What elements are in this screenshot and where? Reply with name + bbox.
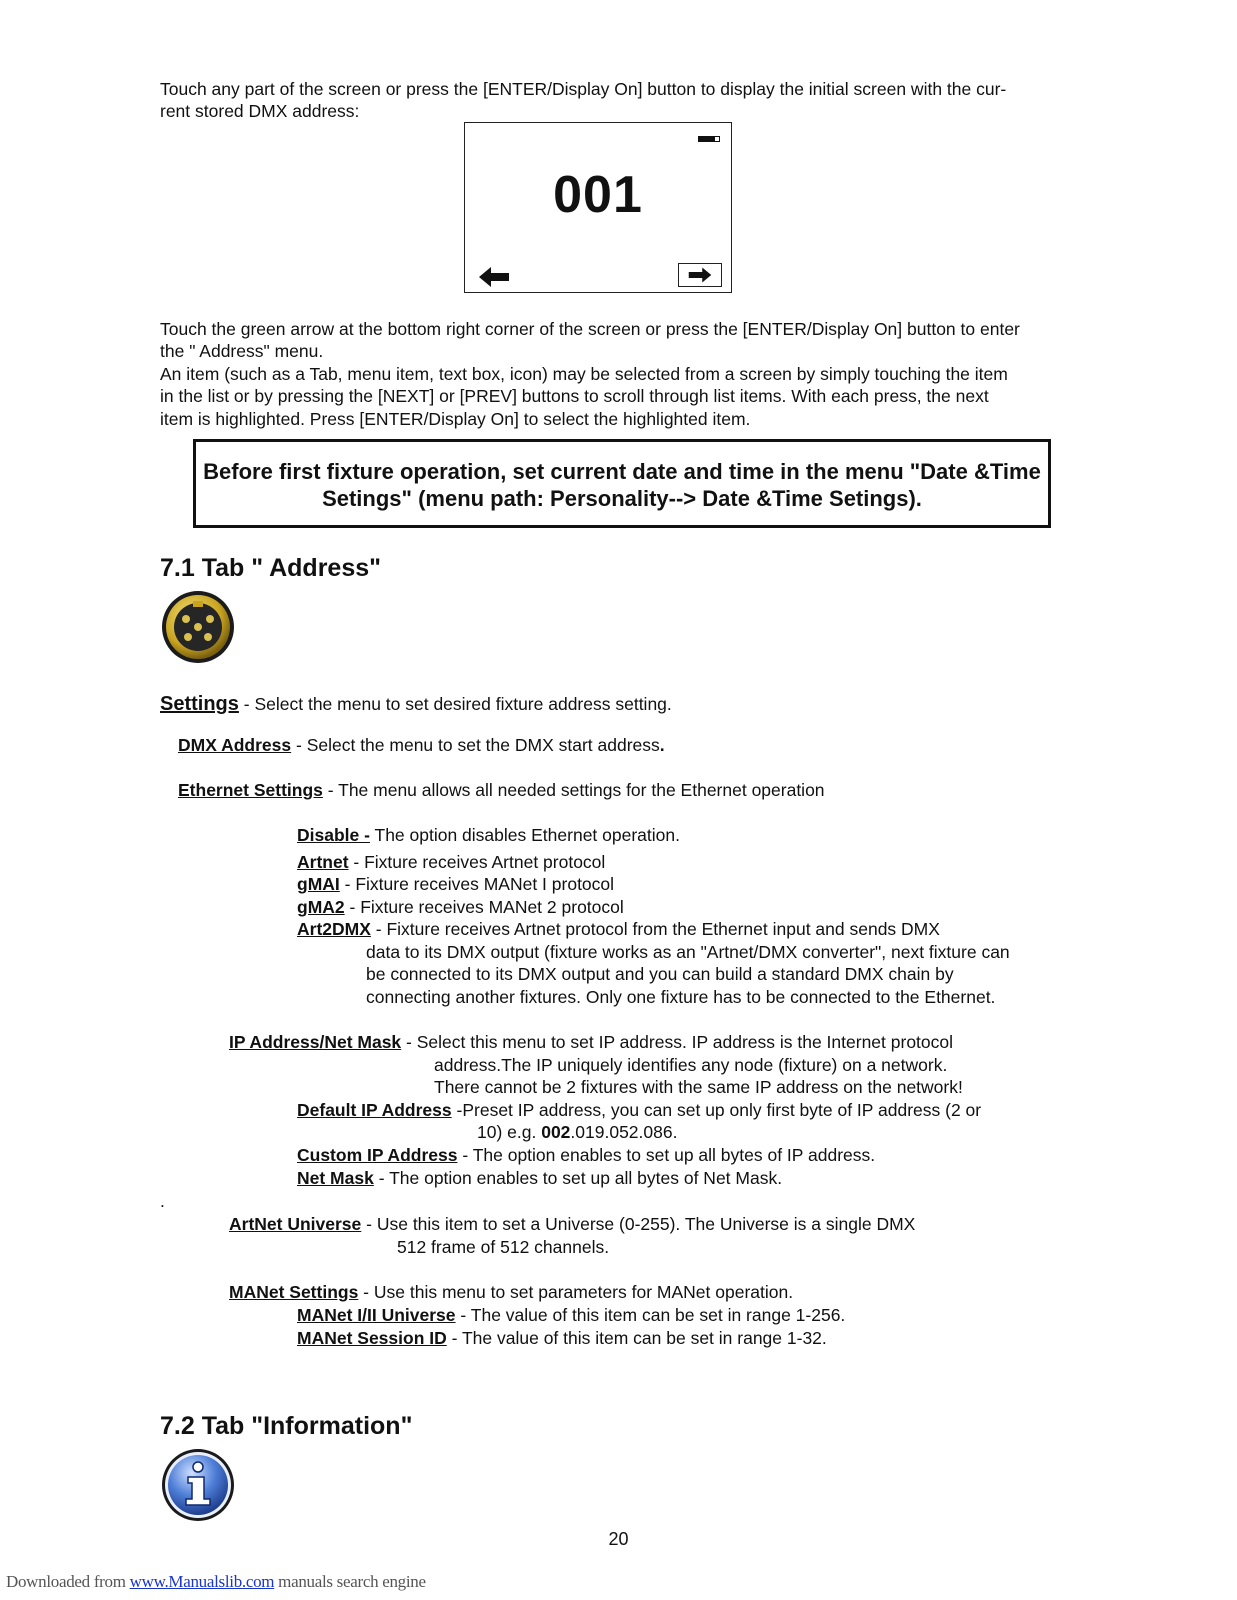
ip-line-2: address.The IP uniquely identifies any node (fixture) on a network. bbox=[434, 1055, 948, 1075]
artnet-universe-row bbox=[229, 1213, 915, 1236]
notice-line-1: Before first fixture operation, set current date and time in the menu "Date &Time bbox=[203, 459, 1041, 484]
stray-dot: . bbox=[160, 1191, 165, 1211]
arrow-left-icon bbox=[477, 265, 511, 294]
intro-line-2: rent stored DMX address: bbox=[160, 101, 360, 121]
gma1-term: gMAI bbox=[297, 874, 340, 894]
dmx-address-term: DMX Address bbox=[178, 735, 292, 755]
section-heading-address: 7.1 Tab " Address" bbox=[160, 554, 381, 582]
para2-line-3: An item (such as a Tab, menu item, text box, icon) may be selected from a screen by simply touching the item bbox=[160, 364, 1008, 384]
dmx-connector-icon bbox=[160, 589, 236, 670]
footer-prefix: Downloaded from bbox=[6, 1572, 130, 1591]
para2-line-5: item is highlighted. Press [ENTER/Display On] to select the highlighted item. bbox=[160, 409, 751, 429]
gma2-term: gMA2 bbox=[297, 897, 345, 917]
default-ip-example-suffix: .019.052.086. bbox=[570, 1122, 678, 1142]
net-mask-row bbox=[297, 1167, 782, 1190]
art2dmx-line-3: be connected to its DMX output and you can build a standard DMX chain by bbox=[366, 964, 954, 984]
custom-ip-term: Custom IP Address bbox=[297, 1145, 458, 1165]
manet-session-term: MANet Session ID bbox=[297, 1328, 447, 1348]
arrow-right-icon bbox=[689, 268, 712, 283]
gma1-desc: - Fixture receives MANet I protocol bbox=[339, 874, 615, 894]
footer-suffix: manuals search engine bbox=[274, 1572, 426, 1591]
download-footer bbox=[6, 1572, 426, 1592]
disable-desc: The option disables Ethernet operation. bbox=[369, 825, 680, 845]
next-arrow-button bbox=[678, 263, 722, 287]
disable-term: Disable - bbox=[297, 825, 370, 845]
custom-ip-desc: - The option enables to set up all bytes of IP address. bbox=[457, 1145, 876, 1165]
section-heading-information: 7.2 Tab "Information" bbox=[160, 1412, 413, 1440]
notice-line-2: Setings" (menu path: Personality--> Date &Time Setings). bbox=[322, 486, 922, 511]
art2dmx-term: Art2DMX bbox=[297, 919, 371, 939]
art2dmx-line-2: data to its DMX output (fixture works as an "Artnet/DMX converter", next fixture can bbox=[366, 942, 1010, 962]
manet-session-desc: - The value of this item can be set in range 1-32. bbox=[446, 1328, 827, 1348]
default-ip-example-prefix: 10) e.g. bbox=[477, 1122, 542, 1142]
artnet-desc: - Fixture receives Artnet protocol bbox=[348, 852, 606, 872]
artnet-universe-line-2: 512 frame of 512 channels. bbox=[397, 1237, 610, 1257]
manet-row bbox=[229, 1281, 793, 1304]
manet-term: MANet Settings bbox=[229, 1282, 359, 1302]
settings-term: Settings bbox=[160, 693, 239, 715]
manet-session-row bbox=[297, 1327, 827, 1350]
ip-term: IP Address/Net Mask bbox=[229, 1032, 402, 1052]
page-number: 20 bbox=[608, 1529, 629, 1549]
ethernet-term: Ethernet Settings bbox=[178, 780, 323, 800]
art2dmx-row bbox=[297, 918, 940, 941]
dmx-address-desc: - Select the menu to set the DMX start address bbox=[291, 735, 660, 755]
gma2-desc: - Fixture receives MANet 2 protocol bbox=[344, 897, 624, 917]
ip-row bbox=[229, 1031, 953, 1054]
ip-line-3: There cannot be 2 fixtures with the same IP address on the network! bbox=[434, 1077, 963, 1097]
settings-desc: - Select the menu to set desired fixture address setting. bbox=[238, 694, 672, 714]
net-mask-term: Net Mask bbox=[297, 1168, 374, 1188]
information-icon bbox=[160, 1447, 236, 1528]
default-ip-line-1: -Preset IP address, you can set up only first byte of IP address (2 or bbox=[451, 1100, 982, 1120]
para2-line-2: the " Address" menu. bbox=[160, 341, 324, 361]
intro-line-1: Touch any part of the screen or press the [ENTER/Display On] button to display the initial screen with the cur- bbox=[160, 79, 1007, 99]
art2dmx-line-1: - Fixture receives Artnet protocol from the Ethernet input and sends DMX bbox=[370, 919, 940, 939]
notice-box bbox=[193, 439, 1051, 528]
artnet-term: Artnet bbox=[297, 852, 349, 872]
artnet-universe-line-1: - Use this item to set a Universe (0-255). The Universe is a single DMX bbox=[361, 1214, 916, 1234]
ip-line-1: - Select this menu to set IP address. IP address is the Internet protocol bbox=[401, 1032, 954, 1052]
artnet-row bbox=[297, 851, 605, 874]
display-screen-mockup bbox=[464, 122, 732, 293]
dmx-address-readout: 001 bbox=[553, 166, 643, 224]
default-ip-example-bold: 002 bbox=[541, 1122, 571, 1142]
manet-universe-desc: - The value of this item can be set in range 1-256. bbox=[455, 1305, 846, 1325]
settings-row bbox=[160, 693, 672, 716]
dmx-address-dot: . bbox=[659, 735, 665, 755]
custom-ip-row bbox=[297, 1144, 875, 1167]
ethernet-row bbox=[178, 779, 825, 802]
default-ip-term: Default IP Address bbox=[297, 1100, 452, 1120]
net-mask-desc: - The option enables to set up all bytes of Net Mask. bbox=[373, 1168, 783, 1188]
manet-universe-row bbox=[297, 1304, 845, 1327]
art2dmx-line-4: connecting another fixtures. Only one fixture has to be connected to the Ethernet. bbox=[366, 987, 996, 1007]
gma1-row bbox=[297, 873, 614, 896]
manualslib-link[interactable]: www.Manualslib.com bbox=[129, 1572, 275, 1591]
gma2-row bbox=[297, 896, 624, 919]
dmx-address-row bbox=[178, 734, 665, 757]
default-ip-line-2 bbox=[477, 1121, 677, 1144]
manet-universe-term: MANet I/II Universe bbox=[297, 1305, 456, 1325]
ethernet-desc: - The menu allows all needed settings for the Ethernet operation bbox=[322, 780, 825, 800]
disable-row bbox=[297, 824, 680, 847]
battery-icon bbox=[698, 136, 720, 142]
manet-desc: - Use this menu to set parameters for MANet operation. bbox=[358, 1282, 794, 1302]
artnet-universe-term: ArtNet Universe bbox=[229, 1214, 362, 1234]
para2-line-4: in the list or by pressing the [NEXT] or [PREV] buttons to scroll through list items. With each press, the next bbox=[160, 386, 989, 406]
para2-line-1: Touch the green arrow at the bottom right corner of the screen or press the [ENTER/Display On] button to enter bbox=[160, 319, 1020, 339]
default-ip-row bbox=[297, 1099, 981, 1122]
